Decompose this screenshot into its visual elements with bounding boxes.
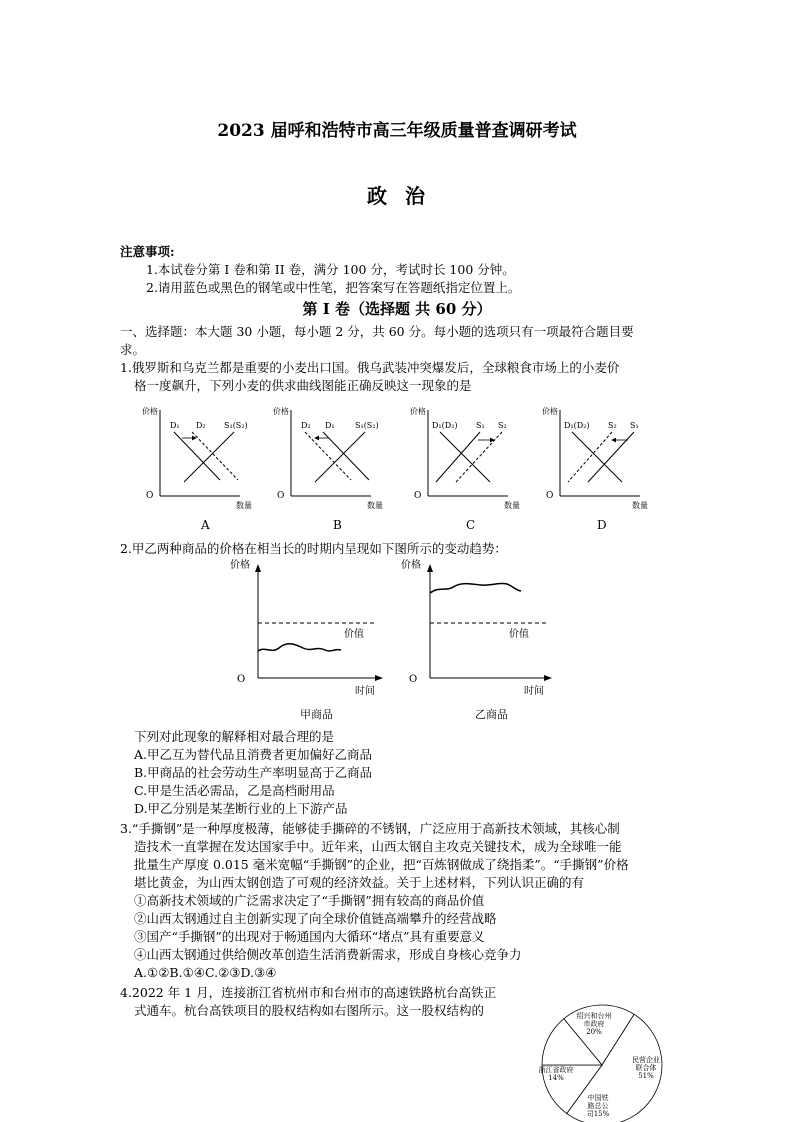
q1-a-letter: A [201,518,210,532]
q2-left-time-label: 时间 [355,686,375,697]
q1-c-supply-curve-1 [436,432,480,482]
q2-left-caption: 甲商品 [300,708,333,721]
q2-right-caption: 乙商品 [475,708,508,721]
q1-graph-b [273,406,383,532]
q1-c-origin: O [414,491,422,501]
notes-item-1: 1.本试卷分第 I 卷和第 II 卷，满分 100 分，考试时长 100 分钟。 [146,262,515,277]
subject-char-1: 政 [367,184,389,208]
q1-b-label-3: S₁(S₂) [355,421,379,430]
q3-line-4: 堪比黄金，为山西太钢创造了可观的经济效益。关于上述材料，下列认识正确的有 [134,875,585,890]
section-title: 第 I 卷（选择题 共 60 分） [302,300,492,318]
pie-slice-4-label-2: 14% [548,1074,564,1082]
q3-line-1: 3.“手撕钢”是一种厚度极薄，能够徒手撕碎的不锈钢，广泛应用于高新技术领域，其核心制 [120,821,620,836]
subject-title [0,180,794,209]
q1-a-demand-curve-1 [174,432,220,480]
q1-b-qty-label: 数量 [367,501,383,510]
q1-c-price-label: 价格 [410,407,426,416]
q1-c-label-3: S₂ [498,421,507,430]
q1-c-qty-label: 数量 [504,501,520,510]
q1-c-label-2: S₁ [476,421,485,430]
q1-line-1: 1.俄罗斯和乌克兰都是重要的小麦出口国。俄乌武装冲突爆发后，全球粮食市场上的小麦价 [120,360,620,375]
q2-question: 下列对此现象的解释相对最合理的是 [134,729,335,744]
q1-a-label-1: D₁ [170,421,180,430]
q1-b-price-label: 价格 [273,407,289,416]
q2-right-price-curve [430,583,521,593]
pie-slice-3-label-3: 司15% [586,1110,610,1118]
q3-options: A.①②B.①④C.②③D.③④ [134,965,277,980]
q1-b-demand-curve-2 [305,432,351,480]
subject-char-2: 治 [405,184,427,208]
q1-a-label-3: S₁(S₂) [224,421,248,430]
q1-d-qty-label: 数量 [632,501,648,510]
ownership-pie-chart [538,1000,668,1122]
pie-slice-1-label-2: 市政府 [583,1020,605,1028]
notes-item-2: 2.请用蓝色或黑色的钢笔或中性笔，把答案写在答题纸指定位置上。 [146,280,521,295]
q1-a-supply-curve [184,432,234,482]
q2-right-value-label: 价值 [509,629,529,640]
pie-slice-1-label-3: 20% [586,1028,602,1036]
q1-d-label-3: S₁ [630,421,639,430]
q1-graph-a [142,406,252,532]
q1-graph-d [542,406,648,532]
q3-item-3: ③国产“手撕钢”的出现对于畅通国内大循环“堵点”具有重要意义 [134,929,485,944]
q1-b-label-2: D₁ [325,421,335,430]
q1-d-origin: O [546,491,554,501]
q2-left-origin: O [237,674,246,685]
q2-option-a: A.甲乙互为替代品且消费者更加偏好乙商品 [134,747,373,762]
section-intro-line-1: 一、选择题：本大题 30 小题，每小题 2 分，共 60 分。每小题的选项只有一项最符合题目要 [120,324,634,339]
q1-d-demand-curve [572,432,622,482]
q1-b-label-1: D₂ [301,421,311,430]
q1-line-2: 格一度飙升，下列小麦的供求曲线图能正确反映这一现象的是 [134,378,472,393]
q2-left-price-curve [258,644,341,651]
q4-line-1: 4.2022 年 1 月，连接浙江省杭州市和台州市的高速铁路杭台高铁正 [120,985,497,1000]
q2-right-time-label: 时间 [524,686,544,697]
q2-stem: 2.甲乙两种商品的价格在相当长的时期内呈现如下图所示的变动趋势： [120,541,507,556]
pie-slice-2-label-2: 联合体 [635,1064,657,1072]
q1-b-supply-curve [315,432,365,482]
q1-c-demand-curve [440,432,490,482]
q1-d-supply-curve-2 [568,432,612,482]
q1-graphs [130,398,670,538]
pie-slice-4-label-1: 浙江省政府 [538,1066,574,1074]
q1-b-origin: O [277,491,285,501]
pie-slice-2-label-3: 51% [638,1072,654,1080]
q1-c-supply-curve-2 [456,432,502,482]
q2-right-price-label: 价格 [401,560,421,571]
q4-line-2: 式通车。杭台高铁项目的股权结构如右图所示。这一股权结构的 [134,1003,485,1018]
q2-left-price-label: 价格 [230,560,250,571]
q2-chart-right [401,558,552,721]
q2-left-value-label: 价值 [344,629,364,640]
q2-chart-left [230,558,383,721]
pie-slice-2-label-1: 民营企业 [632,1056,660,1064]
pie-slice-1-label-1: 绍兴和台州 [576,1012,612,1020]
pie-slice-3-label-2: 路总公 [587,1102,609,1110]
q3-line-2: 造技术一直掌握在发达国家手中。近年来，山西太钢自主攻克关键技术，成为全球唯一能 [134,839,622,854]
q1-c-label-1: D₁(D₂) [432,421,458,430]
q2-right-origin: O [409,674,418,685]
pie-slice-3-label-1: 中国铁 [587,1094,609,1102]
q1-a-price-label: 价格 [142,407,158,416]
q2-option-b: B.甲商品的社会劳动生产率明显高于乙商品 [134,765,373,780]
q3-item-4: ④山西太钢通过供给侧改革创造生活消费新需求，形成自身核心竞争力 [134,947,522,962]
q1-d-label-2: S₂ [608,421,617,430]
q3-item-2: ②山西太钢通过自主创新实现了向全球价值链高端攀升的经营战略 [134,911,497,926]
section-intro-line-2: 求。 [120,342,146,357]
q1-a-label-2: D₂ [196,421,206,430]
q2-option-d: D.甲乙分别是某垄断行业的上下游产品 [134,801,348,816]
q1-a-origin: O [146,491,154,501]
q1-a-qty-label: 数量 [236,501,252,510]
q1-d-price-label: 价格 [542,407,558,416]
q1-b-letter: B [333,518,342,532]
q1-c-letter: C [466,518,476,532]
q1-a-demand-curve-2 [192,432,238,480]
exam-title: 2023 届呼和浩特市高三年级质量普查调研考试 [217,121,577,141]
q1-b-demand-curve-1 [323,432,369,480]
q3-line-3: 批量生产厚度 0.015 毫米宽幅“手撕钢”的企业，把“百炼钢做成了绕指柔”。“手撕钢”价格 [134,857,629,872]
notes-heading: 注意事项: [120,244,175,259]
q1-graph-c [410,406,520,532]
q2-option-c: C.甲是生活必需品，乙是高档耐用品 [134,783,335,798]
q1-d-supply-curve-1 [588,432,634,482]
q1-d-label-1: D₁(D₂) [564,421,590,430]
q2-graphs [225,556,565,726]
q1-d-letter: D [597,518,607,532]
q3-item-1: ①高新技术领域的广泛需求决定了“手撕钢”拥有较高的商品价值 [134,893,485,908]
